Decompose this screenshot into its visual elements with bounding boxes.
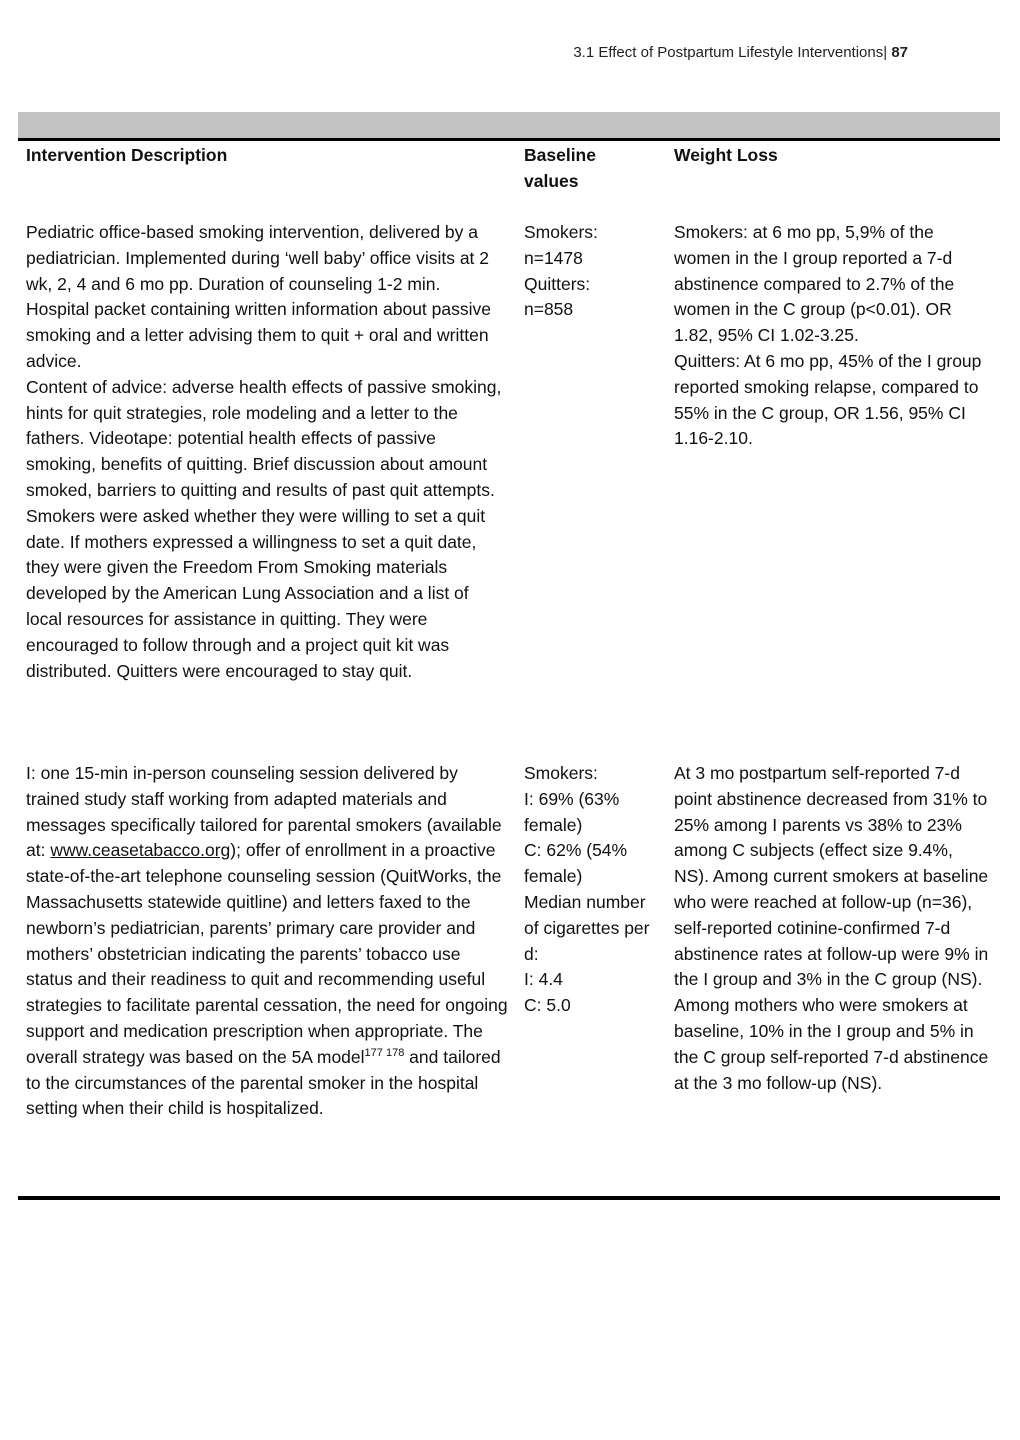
table-bottom-rule [18, 1196, 1000, 1200]
row2-intervention-text: ); offer of enrollment in a proactive state-of-the-art telephone counseling session (QuitWorks, the Massachusetts statewide quitline) and letters faxed to the newborn’s pediatrician, parents’ primary care provider and mothers’ obstetrician indicating the parents’ tobacco use status and their readiness to quit and recommending useful strategies to facilitate parental cessation, the need for ongoing support and medication prescription when appropriate. The overall strategy was based on the 5A model [26, 840, 508, 1067]
row1-intervention-para-2: Hospital packet containing written information about passive smoking and a letter advising them to quit + oral and written advice. [26, 299, 491, 371]
row2-baseline-line: C: 62% (54% female) [524, 840, 628, 887]
row2-baseline-line: Median number of cigarettes per d: [524, 891, 650, 964]
row1-baseline-line: n=1478 [524, 247, 583, 268]
row2-baseline-line: C: 5.0 [524, 995, 571, 1016]
page-number: 87 [891, 44, 908, 61]
column-header-baseline: Baseline values [524, 145, 596, 191]
citation-superscript: 177 178 [364, 1046, 405, 1059]
row1-baseline-cell [524, 220, 652, 323]
row1-weight-loss-cell [674, 220, 992, 452]
row1-weight-loss-para-2: Quitters: At 6 mo pp, 45% of the I group reported smoking relapse, compared to 55% in the C group, OR 1.56, 95% CI 1.16-2.10. [674, 350, 982, 449]
table-top-rule [18, 138, 1000, 141]
row1-intervention-para-1: Pediatric office-based smoking intervention, delivered by a pediatrician. Implemented during ‘well baby’ office visits at 2 wk, 2, 4 and 6 mo pp. Duration of counseling 1-2 min. [26, 222, 490, 294]
table-top-band [18, 112, 1000, 138]
row2-weight-loss-cell [674, 761, 992, 1096]
row1-baseline-line: Quitters: [524, 273, 591, 294]
row2-intervention-text: I: one 15-min in-person counseling session delivered by trained study staff working from adapted materials and messages specifically tailored for parental smokers (available at: [26, 763, 502, 861]
row2-intervention-text: and tailored to the circumstances of the parental smoker in the hospital setting when their child is hospitalized. [26, 1046, 501, 1119]
row2-baseline-line: Smokers: [524, 763, 598, 783]
row2-weight-loss-para-1: At 3 mo postpartum self-reported 7-d point abstinence decreased from 31% to 25% among I parents vs 38% to 23% among C subjects (effect size 9.4%, NS). Among current smokers at baseline who were reached at follow-up (n=36), self-reported cotinine-confirmed 7-d abstinence rates at follow-up were 9% in the I group and 3% in the C group (NS). Among mothers who were smokers at baseline, 10% in the I group and 5% in the C group self-reported 7-d abstinence at the 3 mo follow-up (NS). [674, 763, 989, 1093]
row1-intervention-cell [26, 220, 508, 684]
row2-baseline-line: I: 69% (63% female) [524, 788, 620, 835]
row1-weight-loss-para-1: Smokers: at 6 mo pp, 5,9% of the women in the I group reported a 7-d abstinence compared to 2.7% of the women in the C group (p<0.01). OR 1.82, 95% CI 1.02-3.25. [674, 222, 955, 346]
row1-baseline-line: n=858 [524, 299, 574, 320]
row2-baseline-line: I: 4.4 [524, 969, 563, 990]
ceasetabacco-link[interactable]: www.ceasetabacco.org [50, 840, 231, 861]
column-header-weight-loss: Weight Loss [674, 145, 778, 165]
row2-baseline-cell [524, 761, 652, 1019]
row1-intervention-para-3: Content of advice: adverse health effects of passive smoking, hints for quit strategies, role modeling and a letter to the fathers. Videotape: potential health effects of passive smoking, benefits of quitting. Brief discussion about amount smoked, barriers to quitting and results of past quit attempts. Smokers were asked whether they were willing to set a quit date. If mothers expressed a willingness to set a quit date, they were given the Freedom From Smoking materials developed by the American Lung Association and a list of local resources for assistance in quitting. They were encouraged to follow through and a project quit kit was distributed. Quitters were encouraged to stay quit. [26, 376, 502, 681]
row2-intervention-cell [26, 761, 508, 1122]
row1-baseline-line: Smokers: [524, 222, 598, 242]
section-title: 3.1 Effect of Postpartum Lifestyle Interventions [573, 44, 884, 61]
column-header-intervention: Intervention Description [26, 145, 228, 165]
running-header: 3.1 Effect of Postpartum Lifestyle Interventions| 87 [573, 44, 908, 61]
